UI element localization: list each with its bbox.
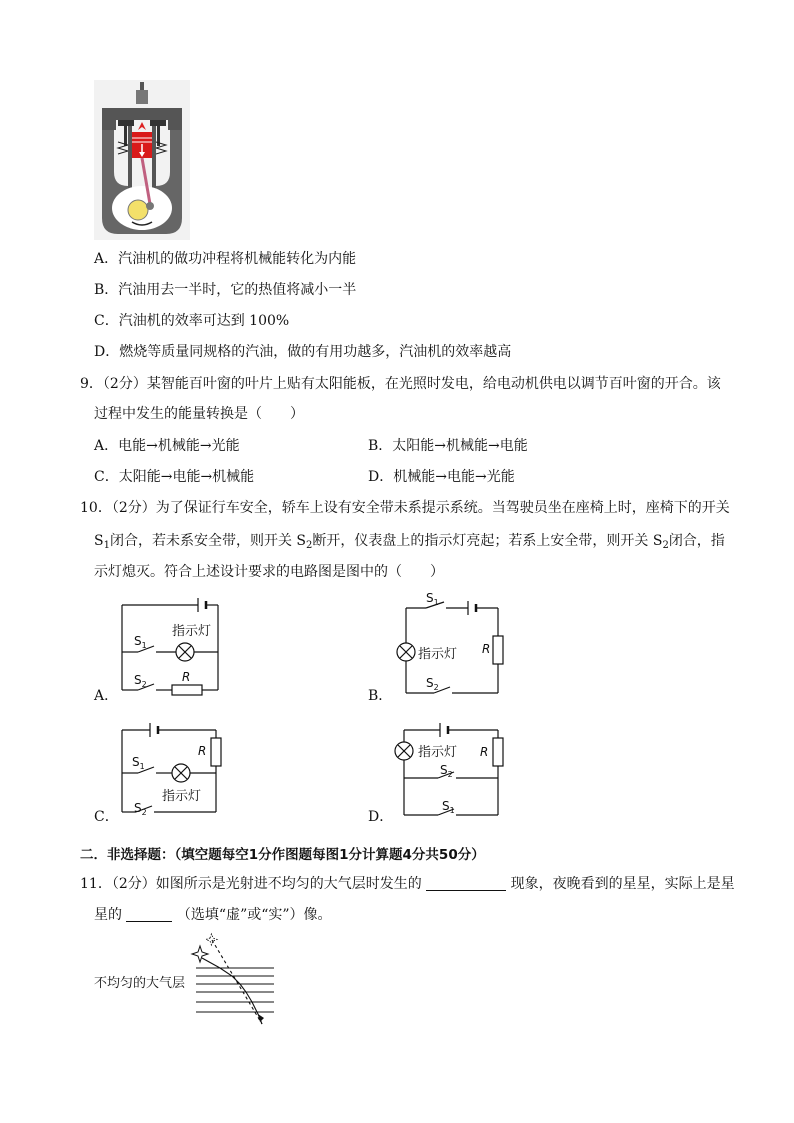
q10-stem-line3: 示灯熄灭。符合上述设计要求的电路图是图中的（ ） <box>94 564 444 580</box>
circuit-c-s2-label: $S_2$ <box>134 801 147 817</box>
q10-stem-line2: $S_1$闭合，若未系安全带，则开关 $S_2$断开，仪表盘上的指示灯亮起；若系上安全带，则开关 $S_2$闭合，指 <box>94 533 725 551</box>
section-heading-nonchoice: 二．非选择题：（填空题每空1分作图题每图1分计算题4分共50分） <box>80 847 485 863</box>
circuit-a-letter: A． <box>94 688 119 704</box>
engine-figure <box>94 80 190 240</box>
circuit-b-lamp-label: 指示灯 <box>418 647 458 662</box>
circuit-c-s1-label: $S_1$ <box>132 755 145 771</box>
circuit-d-letter: D． <box>368 809 394 825</box>
apparent-star-icon <box>206 934 217 945</box>
circuit-c-letter: C． <box>94 809 119 825</box>
q8-option-a: A．汽油机的做功冲程将机械能转化为内能 <box>94 251 357 267</box>
circuit-d-s2-label: $S_2$ <box>440 763 453 779</box>
circuit-a-lamp-label: 指示灯 <box>172 624 212 639</box>
q9-option-a: A．电能→机械能→光能 <box>94 438 240 454</box>
circuit-b-r-label: R <box>482 642 491 656</box>
q11-blank-1[interactable] <box>426 876 506 891</box>
q11-stem-line2: 星的 （选填“虚”或“实”）像。 <box>94 907 332 923</box>
circuit-d-r-label: R <box>480 745 489 759</box>
q9-stem-line1: 9．（2分）某智能百叶窗的叶片上贴有太阳能板，在光照时发电，给电动机供电以调节百叶窗的开合。该 <box>80 376 721 392</box>
q8-option-c: C．汽油机的效率可达到 100% <box>94 313 290 329</box>
circuit-a-s2-label: $S_2$ <box>134 673 147 689</box>
q9-stem-line2: 过程中发生的能量转换是（ ） <box>94 406 304 422</box>
q8-option-b: B．汽油用去一半时，它的热值将减小一半 <box>94 282 357 298</box>
q8-option-d: D．燃烧等质量同规格的汽油，做的有用功越多，汽油机的效率越高 <box>94 344 512 360</box>
circuit-b <box>386 588 516 703</box>
q11-blank-2[interactable] <box>126 907 172 922</box>
q9-option-d: D．机械能→电能→光能 <box>368 469 515 485</box>
q11-stem-line1: 11．（2分）如图所示是光射进不均匀的大气层时发生的 现象，夜晚看到的星星，实际上是星 <box>80 876 735 892</box>
circuit-c-lamp-label: 指示灯 <box>162 789 202 804</box>
circuit-c-r-label: R <box>198 744 207 758</box>
circuit-a-s1-label: $S_1$ <box>134 634 147 650</box>
q9-option-c: C．太阳能→电能→机械能 <box>94 469 255 485</box>
circuit-a-r-label: R <box>182 670 191 684</box>
circuit-d-lamp-label: 指示灯 <box>418 745 458 760</box>
q10-stem-line1: 10．（2分）为了保证行车安全，轿车上设有安全带未系提示系统。当驾驶员坐在座椅上时，座椅下的开关 <box>80 500 730 516</box>
circuit-c <box>112 720 227 820</box>
circuit-b-s1-label: $S_1$ <box>426 591 439 607</box>
circuit-d <box>392 720 512 820</box>
circuit-b-letter: B． <box>368 688 393 704</box>
circuit-b-s2-label: $S_2$ <box>426 676 439 692</box>
q9-option-b: B．太阳能→机械能→电能 <box>368 438 528 454</box>
circuit-d-s1-label: $S_1$ <box>442 799 455 815</box>
atmosphere-label: 不均匀的大气层 <box>94 976 186 991</box>
atmosphere-figure <box>92 932 292 1027</box>
